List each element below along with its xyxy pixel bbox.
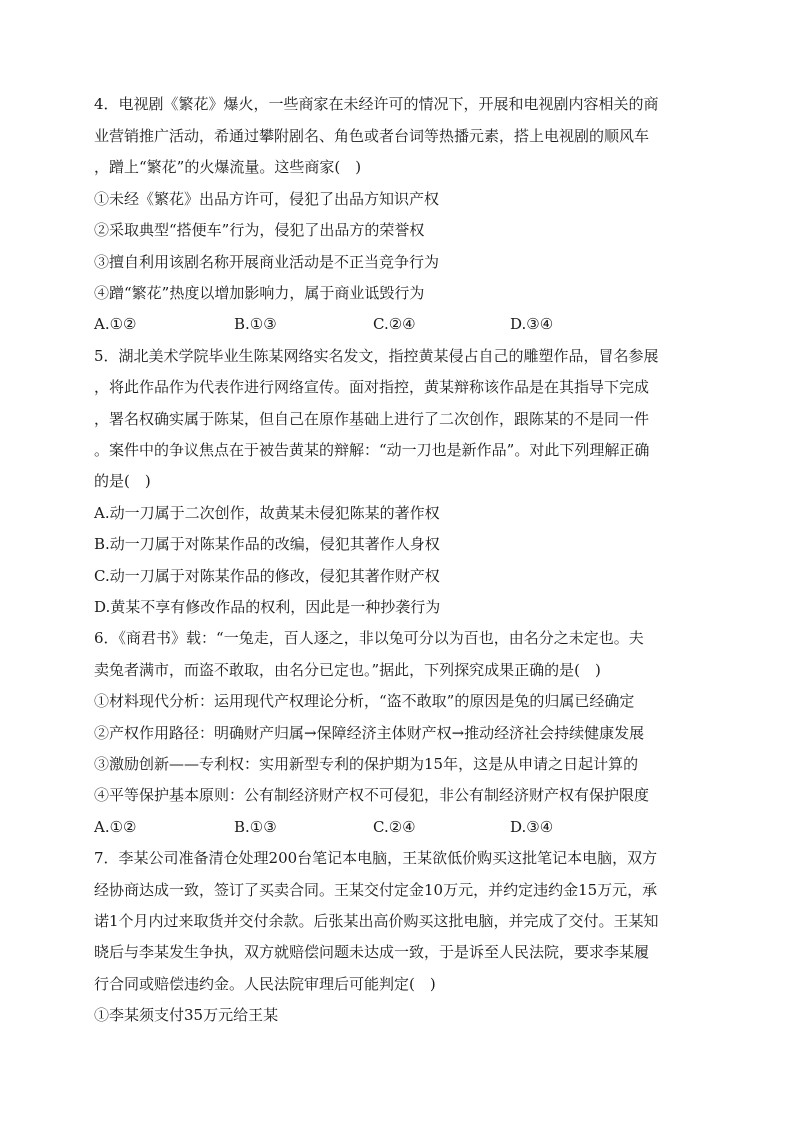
q4-stem-line-1: 4．电视剧《繁花》爆火，一些商家在未经许可的情况下，开展和电视剧内容相关的商 [94,95,659,113]
q4-item-3: ③擅自利用该剧名称开展商业活动是不正当竞争行为 [94,253,440,271]
q4-option-c: C.②④ [373,315,416,333]
q6-options [94,817,714,837]
q4-item-2: ②采取典型“搭便车”行为，侵犯了出品方的荣誉权 [94,221,425,239]
q7-stem-line-1: 7．李某公司准备清仓处理200台笔记本电脑，王某欲低价购买这批笔记本电脑，双方 [94,849,658,867]
q5-stem-line-1: 5．湖北美术学院毕业生陈某网络实名发文，指控黄某侵占自己的雕塑作品，冒名参展 [94,347,659,365]
q6-option-b: B.①③ [234,818,277,836]
q6-item-4: ④平等保护基本原则：公有制经济财产权不可侵犯，非公有制经济财产权有保护限度 [94,786,650,804]
q4-option-a: A.①② [94,315,137,333]
q6-item-2: ②产权作用路径：明确财产归属→保障经济主体财产权→推动经济社会持续健康发展 [94,724,645,742]
q6-option-c: C.②④ [373,818,416,836]
q5-stem-line-3: ，署名权确实属于陈某，但自己在原作基础上进行了二次创作，跟陈某的不是同一件 [94,410,650,428]
q7-stem-line-5: 行合同或赔偿违约金。人民法院审理后可能判定( ) [94,975,436,993]
q4-item-4: ④蹭“繁花”热度以增加影响力，属于商业诋毁行为 [94,284,425,302]
q5-option-c: C.动一刀属于对陈某作品的修改，侵犯其著作财产权 [94,567,440,585]
q6-item-3: ③激励创新——专利权：实用新型专利的保护期为15年，这是从申请之日起计算的 [94,755,639,773]
q7-item-1: ①李某须支付35万元给王某 [94,1006,279,1024]
q4-stem-line-3: ，蹭上“繁花”的火爆流量。这些商家( ) [94,158,362,176]
q4-stem-line-2: 业营销推广活动，希通过攀附剧名、角色或者台词等热播元素，搭上电视剧的顺风车 [94,127,650,145]
q5-option-b: B.动一刀属于对陈某作品的改编，侵犯其著作人身权 [94,535,440,553]
q6-option-d: D.③④ [510,818,554,836]
q4-option-d: D.③④ [510,315,554,333]
q6-stem-line-1: 6．《商君书》载：“一兔走，百人逐之，非以兔可分以为百也，由名分之未定也。夫 [94,629,644,647]
q6-stem-line-2: 卖兔者满市，而盗不敢取，由名分已定也。”据此，下列探究成果正确的是( ) [94,661,601,679]
q4-options [94,314,714,334]
q4-option-b: B.①③ [234,315,277,333]
q5-option-d: D.黄某不享有修改作品的权利，因此是一种抄袭行为 [94,598,441,616]
q4-item-1: ①未经《繁花》出品方许可，侵犯了出品方知识产权 [94,190,440,208]
q5-stem-line-4: 。案件中的争议焦点在于被告黄某的辩解：“动一刀也是新作品”。对此下列理解正确 [94,441,650,459]
q6-option-a: A.①② [94,818,137,836]
q5-stem-line-5: 的是( ) [94,472,151,490]
q6-item-1: ①材料现代分析：运用现代产权理论分析，“盗不敢取”的原因是兔的归属已经确定 [94,692,635,710]
q5-stem-line-2: ，将此作品作为代表作进行网络宣传。面对指控，黄某辩称该作品是在其指导下完成 [94,378,650,396]
q7-stem-line-3: 诺1个月内过来取货并交付余款。后张某出高价购买这批电脑，并完成了交付。王某知 [94,912,659,930]
q7-stem-line-2: 经协商达成一致，签订了买卖合同。王某交付定金10万元，并约定违约金15万元，承 [94,881,658,899]
q7-stem-line-4: 晓后与李某发生争执，双方就赔偿问题未达成一致，于是诉至人民法院，要求李某履 [94,943,650,961]
q5-option-a: A.动一刀属于二次创作，故黄某未侵犯陈某的著作权 [94,504,440,522]
